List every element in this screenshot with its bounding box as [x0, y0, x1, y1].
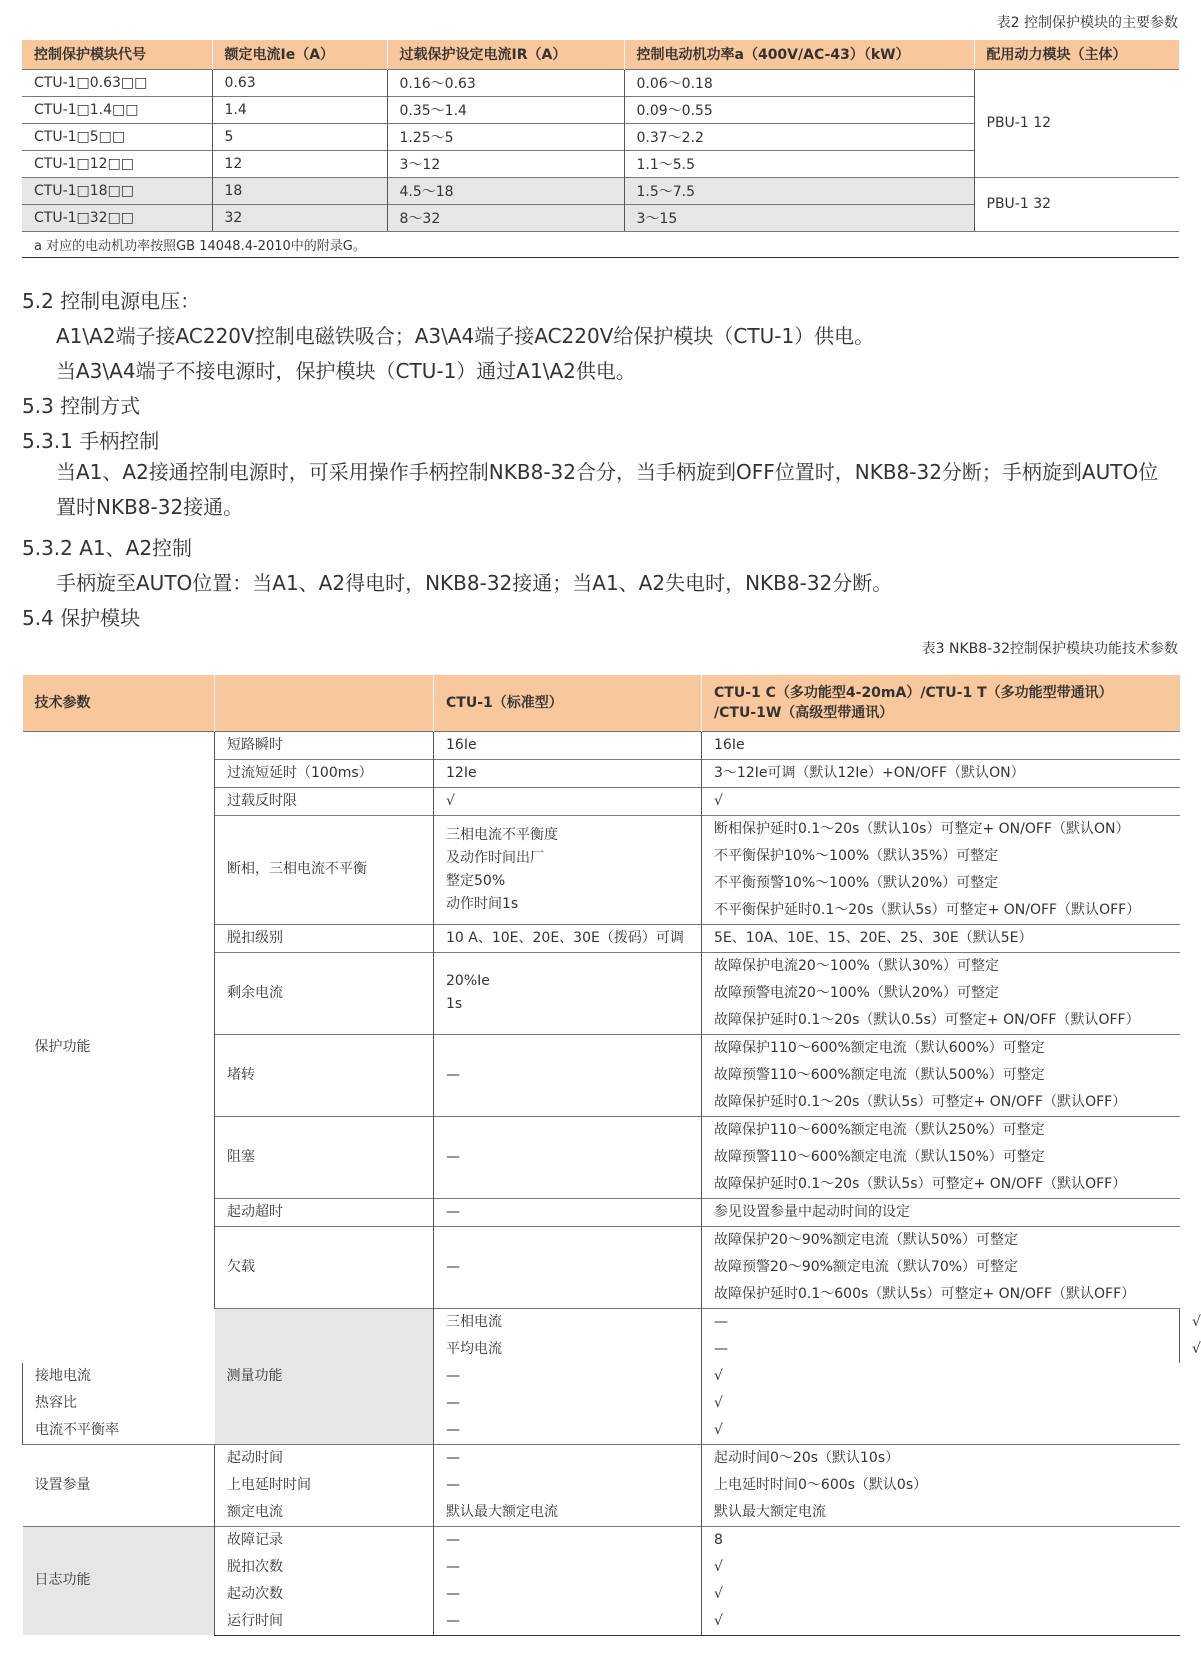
- cell: 三相电流: [434, 1308, 702, 1336]
- cell: 参见设置参量中起动时间的设定: [702, 1198, 1180, 1226]
- cell: CTU-1□12□□: [22, 150, 212, 177]
- cell: [702, 952, 1180, 1034]
- cell: —: [434, 1363, 702, 1390]
- cell: [434, 952, 702, 1034]
- table3-header-row: [23, 675, 1180, 731]
- cell: 阻塞: [215, 1116, 434, 1198]
- paragraph: 手柄旋至AUTO位置：当A1、A2得电时，NKB8-32接通；当A1、A2失电时，NKB8-32分断。: [56, 571, 893, 595]
- cell: CTU-1□18□□: [22, 177, 212, 204]
- cell: —: [434, 1526, 702, 1554]
- cell: CTU-1□0.63□□: [22, 69, 212, 96]
- cell-line: 故障预警20～90%额定电流（默认70%）可整定: [714, 1258, 1019, 1275]
- cell: 3～12Ie可调（默认12Ie）+ON/OFF（默认ON）: [702, 759, 1180, 787]
- cell: —: [434, 1608, 702, 1636]
- cell-line: 不平衡保护延时0.1～20s（默认5s）可整定+ ON/OFF（默认OFF）: [714, 901, 1141, 918]
- cell: 1.5～7.5: [624, 177, 974, 204]
- cell: —: [434, 1116, 702, 1198]
- table3-caption: 表3 NKB8-32控制保护模块功能技术参数: [921, 641, 1178, 657]
- cell-line: 及动作时间出厂: [446, 849, 544, 866]
- cell: 8～32: [387, 204, 624, 231]
- cell: 过载反时限: [215, 787, 434, 815]
- table-row: 平均电流 — √: [23, 1336, 1180, 1363]
- paragraph: A1\A2端子接AC220V控制电磁铁吸合；A3\A4端子接AC220V给保护模块（CTU-1）供电。: [56, 324, 875, 348]
- category-measurement: 测量功能: [215, 1308, 434, 1444]
- cell: 1.4: [212, 96, 387, 123]
- cell: 4.5～18: [387, 177, 624, 204]
- power-module-group-2: PBU-1 32: [974, 177, 1179, 231]
- cell: 脱扣级别: [215, 924, 434, 952]
- table2-header: 配用动力模块（主体）: [974, 40, 1179, 69]
- cell-line: 故障保护20～90%额定电流（默认50%）可整定: [714, 1231, 1019, 1248]
- cell: 运行时间: [215, 1608, 434, 1636]
- cell: 额定电流: [215, 1499, 434, 1527]
- table-row: [23, 1417, 1180, 1445]
- table2-header: 过载保护设定电流IR（A）: [387, 40, 624, 69]
- cell: √: [702, 1390, 1180, 1417]
- table-row: [23, 1526, 1180, 1554]
- cell: 0.16～0.63: [387, 69, 624, 96]
- cell: 接地电流: [23, 1363, 215, 1390]
- table2-header-row: [22, 40, 1179, 69]
- table2-header: 控制保护模块代号: [22, 40, 212, 69]
- cell: √: [434, 787, 702, 815]
- cell: —: [434, 1226, 702, 1308]
- cell: 默认最大额定电流: [702, 1499, 1180, 1527]
- cell: 剩余电流: [215, 952, 434, 1034]
- table-row: [22, 69, 1179, 96]
- cell-line: 故障保护延时0.1～20s（默认5s）可整定+ ON/OFF（默认OFF）: [714, 1175, 1127, 1192]
- cell: 1.1～5.5: [624, 150, 974, 177]
- cell: 0.06～0.18: [624, 69, 974, 96]
- cell-line: 故障预警电流20～100%（默认20%）可整定: [714, 984, 999, 1001]
- cell: 脱扣次数: [215, 1554, 434, 1581]
- table-row: 测量功能 三相电流 — √: [23, 1308, 1180, 1336]
- table2-header: 额定电流Ie（A）: [212, 40, 387, 69]
- table-row: [23, 731, 1180, 759]
- table-row: [23, 1390, 1180, 1417]
- section-heading-5-2: 5.2 控制电源电压：: [22, 289, 201, 313]
- cell: —: [434, 1390, 702, 1417]
- cell: √: [702, 1608, 1180, 1636]
- cell-line: 故障保护延时0.1～20s（默认5s）可整定+ ON/OFF（默认OFF）: [714, 1093, 1127, 1110]
- cell: —: [434, 1034, 702, 1116]
- cell: 欠载: [215, 1226, 434, 1308]
- cell-line: 故障保护电流20～100%（默认30%）可整定: [714, 957, 999, 974]
- cell: 32: [212, 204, 387, 231]
- cell: 0.37～2.2: [624, 123, 974, 150]
- cell: 平均电流: [434, 1336, 702, 1363]
- table2-footnote-row: [22, 231, 1179, 257]
- cell: 1.25～5: [387, 123, 624, 150]
- cell: 故障记录: [215, 1526, 434, 1554]
- power-module-group-1: PBU-1 12: [974, 69, 1179, 177]
- cell: —: [434, 1472, 702, 1499]
- cell: 0.09～0.55: [624, 96, 974, 123]
- cell: 0.35～1.4: [387, 96, 624, 123]
- table3-header: CTU-1（标准型）: [434, 675, 702, 731]
- cell: 8: [702, 1526, 1180, 1554]
- cell-line: 不平衡保护10%～100%（默认35%）可整定: [714, 847, 999, 864]
- section-heading-5-3-2: 5.3.2 A1、A2控制: [22, 536, 193, 560]
- cell: 起动时间0～20s（默认10s）: [702, 1444, 1180, 1472]
- cell: 起动超时: [215, 1198, 434, 1226]
- table2-header: 控制电动机功率a（400V/AC-43）（kW）: [624, 40, 974, 69]
- section-heading-5-3-1: 5.3.1 手柄控制: [22, 429, 160, 453]
- cell: 短路瞬时: [215, 731, 434, 759]
- cell-line: 故障预警110～600%额定电流（默认500%）可整定: [714, 1066, 1045, 1083]
- cell: CTU-1□32□□: [22, 204, 212, 231]
- cell: [702, 1034, 1180, 1116]
- paragraph: 当A3\A4端子不接电源时，保护模块（CTU-1）通过A1\A2供电。: [56, 359, 636, 383]
- cell: 上电延时时间: [215, 1472, 434, 1499]
- cell-line: 动作时间1s: [446, 895, 519, 912]
- cell-line: 20%Ie: [446, 973, 490, 989]
- cell: —: [434, 1554, 702, 1581]
- category-log: 日志功能: [23, 1526, 215, 1635]
- cell: —: [434, 1417, 702, 1445]
- cell-line: 故障保护延时0.1～20s（默认0.5s）可整定+ ON/OFF（默认OFF）: [714, 1011, 1140, 1028]
- table-row: [23, 1444, 1180, 1472]
- cell: 0.63: [212, 69, 387, 96]
- table3-header: 技术参数: [23, 675, 215, 731]
- section-heading-5-4: 5.4 保护模块: [22, 606, 141, 630]
- cell: √: [702, 1581, 1180, 1608]
- cell: 16Ie: [434, 731, 702, 759]
- cell: √: [702, 1363, 1180, 1390]
- cell: √: [702, 787, 1180, 815]
- cell: [702, 1226, 1180, 1308]
- cell: [702, 1116, 1180, 1198]
- table3-header: [702, 675, 1180, 731]
- cell-line: 故障保护110～600%额定电流（默认250%）可整定: [714, 1121, 1045, 1138]
- cell: CTU-1□1.4□□: [22, 96, 212, 123]
- table2-caption: 表2 控制保护模块的主要参数: [996, 15, 1178, 31]
- section-heading-5-3: 5.3 控制方式: [22, 394, 141, 418]
- paragraph: 当A1、A2接通控制电源时，可采用操作手柄控制NKB8-32合分，当手柄旋到OFF位置时，NKB8-32分断；手柄旋到AUTO位置时NKB8-32接通。: [56, 460, 1159, 519]
- cell: 12Ie: [434, 759, 702, 787]
- cell: [702, 815, 1180, 924]
- cell: 3～15: [624, 204, 974, 231]
- table2: [22, 40, 1179, 258]
- cell: —: [702, 1308, 1180, 1336]
- cell: 默认最大额定电流: [434, 1499, 702, 1527]
- cell-line: 故障保护延时0.1～600s（默认5s）可整定+ ON/OFF（默认OFF）: [714, 1285, 1136, 1302]
- cell: 热容比: [23, 1390, 215, 1417]
- cell: 5: [212, 123, 387, 150]
- cell: 5E、10A、10E、15、20E、25、30E（默认5E）: [702, 924, 1180, 952]
- cell: —: [434, 1198, 702, 1226]
- cell-line: 故障预警110～600%额定电流（默认150%）可整定: [714, 1148, 1045, 1165]
- cell: 电流不平衡率: [23, 1417, 215, 1445]
- cell: √: [702, 1554, 1180, 1581]
- table-row: [22, 177, 1179, 204]
- category-protection: 保护功能: [23, 731, 215, 1363]
- cell-line: 故障保护110～600%额定电流（默认600%）可整定: [714, 1039, 1045, 1056]
- table3-header-line: CTU-1 C（多功能型4-20mA）/CTU-1 T（多功能型带通讯）: [714, 684, 1113, 701]
- cell: —: [702, 1336, 1180, 1363]
- cell: 3～12: [387, 150, 624, 177]
- cell: [434, 815, 702, 924]
- category-settings: 设置参量: [23, 1444, 215, 1526]
- cell-line: 整定50%: [446, 872, 506, 889]
- cell: 堵转: [215, 1034, 434, 1116]
- cell-line: 1s: [446, 996, 463, 1012]
- cell: —: [434, 1444, 702, 1472]
- cell: 断相，三相电流不平衡: [215, 815, 434, 924]
- cell: 16Ie: [702, 731, 1180, 759]
- cell-line: 断相保护延时0.1～20s（默认10s）可整定+ ON/OFF（默认ON）: [714, 820, 1130, 837]
- cell: —: [434, 1581, 702, 1608]
- table3-header-empty: [215, 675, 434, 731]
- table3-header-line: /CTU-1W（高级型带通讯）: [714, 704, 894, 721]
- cell: 起动次数: [215, 1581, 434, 1608]
- table2-footnote: a 对应的电动机功率按照GB 14048.4-2010中的附录G。: [22, 231, 1179, 257]
- cell-line: 三相电流不平衡度: [446, 826, 558, 843]
- cell: 18: [212, 177, 387, 204]
- cell: 过流短延时（100ms）: [215, 759, 434, 787]
- cell: 10 A、10E、20E、30E（拨码）可调: [434, 924, 702, 952]
- cell: 12: [212, 150, 387, 177]
- table3: [22, 675, 1201, 1636]
- cell: CTU-1□5□□: [22, 123, 212, 150]
- cell: 上电延时时间0～600s（默认0s）: [702, 1472, 1180, 1499]
- cell: √: [702, 1417, 1180, 1445]
- table-row: [23, 1363, 1180, 1390]
- cell-line: 不平衡预警10%～100%（默认20%）可整定: [714, 874, 999, 891]
- cell: 起动时间: [215, 1444, 434, 1472]
